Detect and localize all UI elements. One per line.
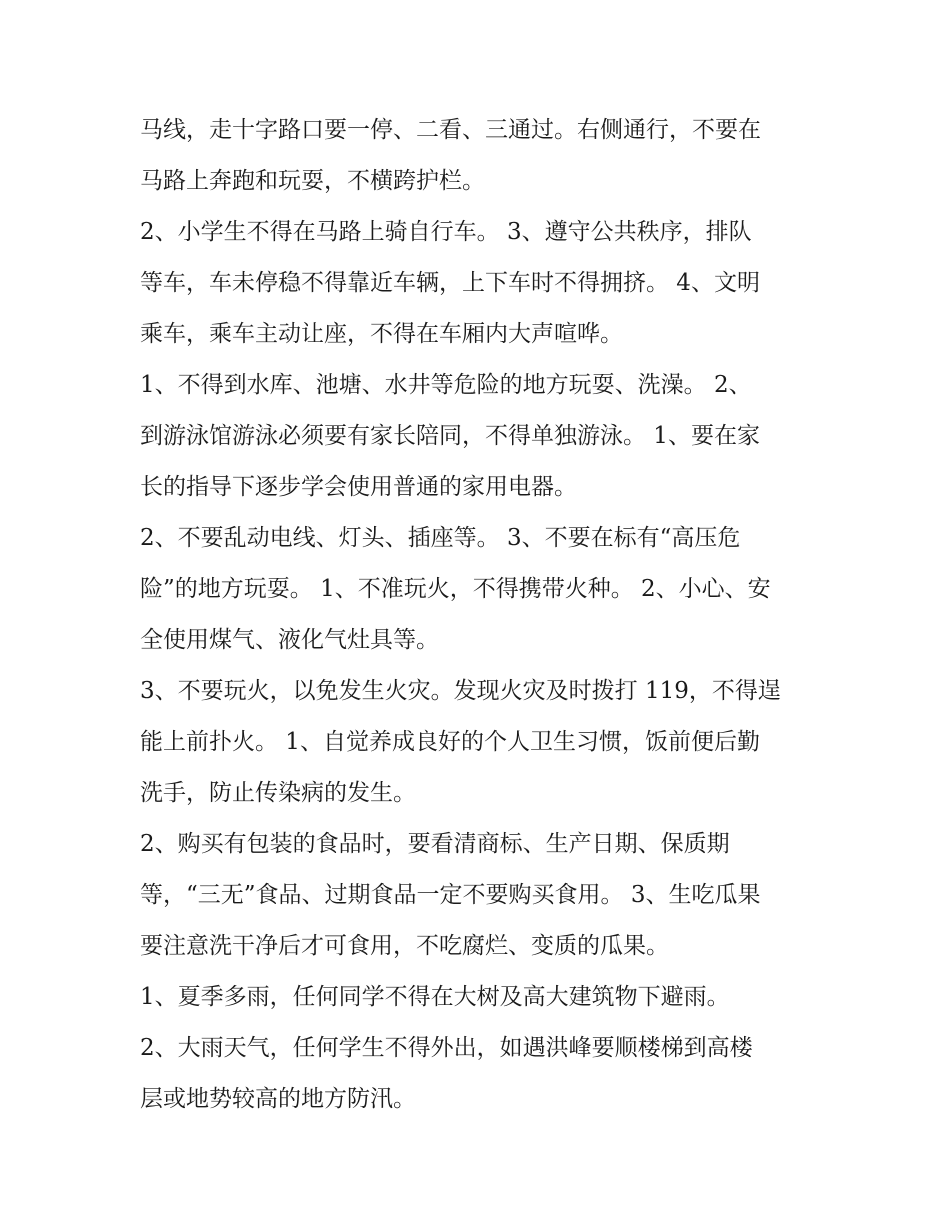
text-line: 层或地势较高的地方防汛。: [140, 1086, 416, 1112]
text-line: 2、小学生不得在马路上骑自行车。 3、遵守公共秩序，排队: [140, 219, 752, 245]
text-line: 2、不要乱动电线、灯头、插座等。 3、不要在标有“高压危: [140, 525, 741, 551]
text-line: 长的指导下逐步学会使用普通的家用电器。: [140, 474, 577, 500]
text-line: 2、大雨天气，任何学生不得外出，如遇洪峰要顺楼梯到高楼: [140, 1035, 753, 1061]
text-line: 等车，车未停稳不得靠近车辆，上下车时不得拥挤。 4、文明: [140, 270, 760, 296]
text-line: 马路上奔跑和玩耍，不横跨护栏。: [140, 168, 485, 194]
text-line: 能上前扑火。 1、自觉养成良好的个人卫生习惯，饭前便后勤: [140, 729, 760, 755]
text-line: 等，“三无”食品、过期食品一定不要购买食用。 3、生吃瓜果: [140, 882, 761, 908]
text-line: 1、不得到水库、池塘、水井等危险的地方玩耍、洗澡。 2、: [140, 372, 752, 398]
text-line: 险”的地方玩耍。 1、不准玩火，不得携带火种。 2、小心、安: [140, 576, 771, 602]
text-line: 要注意洗干净后才可食用，不吃腐烂、变质的瓜果。: [140, 933, 669, 959]
text-line: 2、购买有包装的食品时，要看清商标、生产日期、保质期: [140, 831, 730, 857]
text-line: 乘车，乘车主动让座，不得在车厢内大声喧哗。: [140, 321, 623, 347]
text-line: 到游泳馆游泳必须要有家长陪同，不得单独游泳。 1、要在家: [140, 423, 760, 449]
text-line: 马线，走十字路口要一停、二看、三通过。右侧通行，不要在: [140, 117, 761, 143]
text-line: 全使用煤气、液化气灶具等。: [140, 627, 439, 653]
text-line: 3、不要玩火，以免发生火灾。发现火灾及时拨打 119，不得逞: [140, 678, 781, 704]
text-line: 洗手，防止传染病的发生。: [140, 780, 416, 806]
body-text: [140, 105, 820, 1125]
text-line: 1、夏季多雨，任何同学不得在大树及高大建筑物下避雨。: [140, 984, 730, 1010]
